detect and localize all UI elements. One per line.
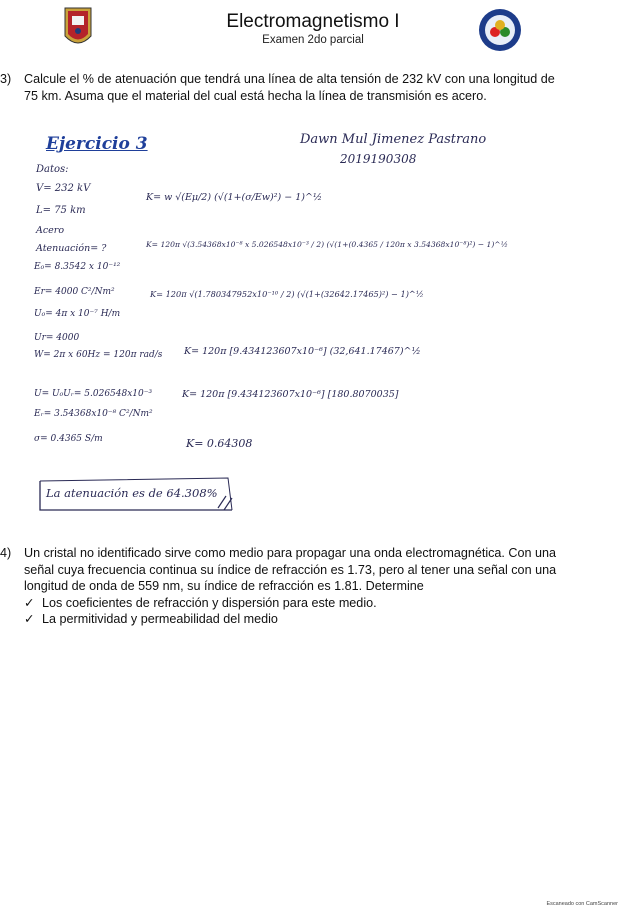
hw-mu: U= U₀Uᵣ= 5.026548x10⁻³ bbox=[34, 389, 153, 399]
problem-number: 4) bbox=[0, 546, 12, 560]
hw-er: Er= 4000 C²/Nm² bbox=[34, 287, 115, 297]
hw-length: L= 75 km bbox=[36, 205, 86, 216]
solution-heading: Ejercicio 3 bbox=[46, 134, 148, 154]
problem-number: 3) bbox=[0, 72, 12, 86]
student-id: 2019190308 bbox=[340, 152, 417, 166]
problem-text-line: Calcule el % de atenuación que tendrá una línea de alta tensión de 232 kV con una longitud de bbox=[24, 72, 555, 86]
hw-omega: W= 2π x 60Hz = 120π rad/s bbox=[34, 350, 163, 360]
hw-answer: La atenuación es de 64.308% bbox=[46, 486, 218, 500]
page-subtitle: Examen 2do parcial bbox=[262, 34, 364, 46]
hw-attenuation-unknown: Atenuación= ? bbox=[36, 243, 107, 254]
hw-formula-1: K= w √(Eμ/2) (√(1+(σ/Ew)²) − 1)^½ bbox=[146, 192, 323, 203]
task-item-label: Los coeficientes de refracción y dispersión para este medio. bbox=[42, 596, 377, 610]
hw-formula-4: K= 120π [9.434123607x10⁻⁶] (32,641.17467)^½ bbox=[184, 346, 421, 357]
hw-epsilon: Eᵣ= 3.54368x10⁻⁸ C²/Nm² bbox=[34, 409, 153, 419]
page-title: Electromagnetismo I bbox=[226, 11, 400, 32]
scanner-watermark: Escaneado con CamScanner bbox=[546, 901, 618, 907]
hw-u0: U₀= 4π x 10⁻⁷ H/m bbox=[34, 309, 121, 319]
problem-text-line: Un cristal no identificado sirve como medio para propagar una onda electromagnética. Con una bbox=[24, 546, 557, 560]
checkmark-icon: ✓ bbox=[24, 612, 35, 626]
hw-formula-2: K= 120π √(3.54368x10⁻⁸ x 5.026548x10⁻³ / 2) (√(1+(0.4365 / 120π x 3.54368x10⁻⁸)²) − 1)^½ bbox=[146, 240, 509, 249]
hw-voltage: V= 232 kV bbox=[36, 183, 91, 194]
task-item-label: La permitividad y permeabilidad del medio bbox=[42, 612, 278, 626]
problem-text-line: señal cuya frecuencia continua su índice de refracción es 1.73, pero al tener una señal con una bbox=[24, 562, 557, 577]
problem-text-line: 75 km. Asuma que el material del cual está hecha la línea de transmisión es acero. bbox=[24, 88, 487, 103]
hw-datos: Datos: bbox=[36, 164, 69, 175]
hw-formula-6: K= 0.64308 bbox=[186, 437, 253, 450]
hw-formula-3: K= 120π √(1.780347952x10⁻¹⁰ / 2) (√(1+(32642.17465)²) − 1)^½ bbox=[150, 289, 424, 299]
hw-e0: E₀= 8.3542 x 10⁻¹² bbox=[34, 262, 121, 272]
student-name: Dawn Mul Jimenez Pastrano bbox=[300, 132, 487, 147]
hw-ur: Ur= 4000 bbox=[34, 333, 80, 343]
checkmark-icon: ✓ bbox=[24, 596, 35, 610]
hw-formula-5: K= 120π [9.434123607x10⁻⁶] [180.8070035] bbox=[182, 389, 399, 400]
hw-material: Acero bbox=[36, 225, 65, 236]
hw-sigma: σ= 0.4365 S/m bbox=[34, 434, 103, 444]
problem-text-line: longitud de onda de 559 nm, su índice de refracción es 1.81. Determine bbox=[24, 579, 424, 593]
